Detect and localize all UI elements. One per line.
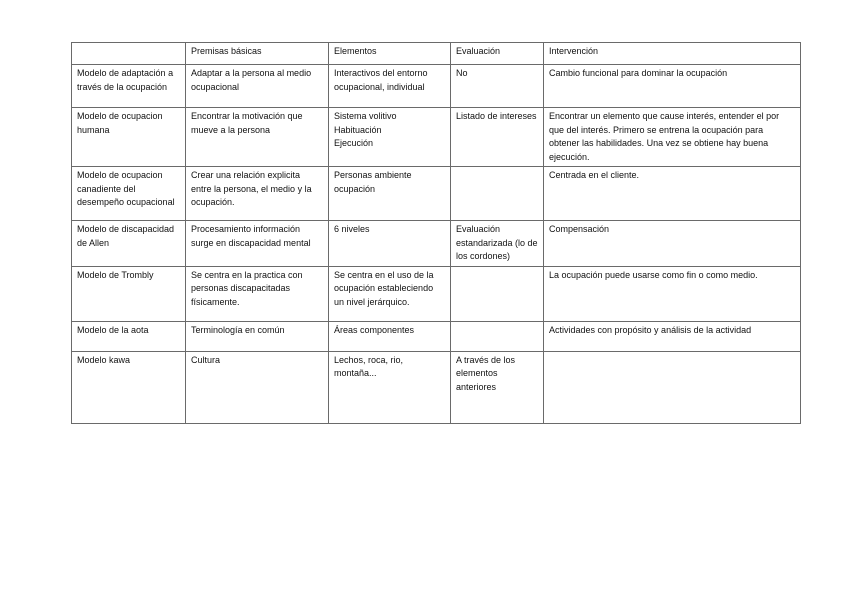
cell-modelo: Modelo de ocupacion canadiente del desempeño ocupacional <box>72 167 186 221</box>
cell-intervencion: Compensación <box>544 221 801 267</box>
cell-intervencion: Actividades con propósito y análisis de la actividad <box>544 321 801 351</box>
cell-evaluacion <box>451 266 544 321</box>
cell-modelo: Modelo de discapacidad de Allen <box>72 221 186 267</box>
table-header-row <box>72 43 801 65</box>
header-cell-elementos: Elementos <box>329 43 451 65</box>
cell-premisas: Cultura <box>186 351 329 423</box>
cell-evaluacion: A través de los elementos anteriores <box>451 351 544 423</box>
header-cell-intervencion: Intervención <box>544 43 801 65</box>
cell-elementos <box>329 351 451 423</box>
elemento-line: Lechos, roca, rio, montaña... <box>334 354 404 378</box>
cell-elementos <box>329 266 451 321</box>
cell-modelo: Modelo kawa <box>72 351 186 423</box>
table-row <box>72 351 801 423</box>
table-row <box>72 321 801 351</box>
elemento-line: Interactivos del entorno ocupacional, individual <box>334 68 428 92</box>
table-row <box>72 108 801 167</box>
elemento-line: Se centra en el uso de la ocupación estableciendo un nivel jerárquico. <box>334 269 434 307</box>
cell-modelo: Modelo de Trombly <box>72 266 186 321</box>
elemento-line: Personas ambiente ocupación <box>334 170 412 194</box>
elemento-line: Ejecución <box>334 138 374 148</box>
cell-evaluacion: No <box>451 65 544 108</box>
cell-evaluacion <box>451 167 544 221</box>
cell-premisas: Encontrar la motivación que mueve a la persona <box>186 108 329 167</box>
elemento-line: Sistema volitivo <box>334 111 397 121</box>
cell-evaluacion <box>451 321 544 351</box>
cell-premisas: Procesamiento información surge en discapacidad mental <box>186 221 329 267</box>
table-row <box>72 167 801 221</box>
cell-premisas: Terminología en común <box>186 321 329 351</box>
cell-elementos <box>329 221 451 267</box>
cell-elementos <box>329 321 451 351</box>
cell-intervencion: Encontrar un elemento que cause interés, entender el por que del interés. Primero se entrena la ocupación para obtener las habilidades. Una vez se obtiene hay buena ejecución. <box>544 108 801 167</box>
table-row <box>72 266 801 321</box>
table-row <box>72 65 801 108</box>
header-cell-evaluacion: Evaluación <box>451 43 544 65</box>
cell-evaluacion: Evaluación estandarizada (lo de los cordones) <box>451 221 544 267</box>
cell-intervencion <box>544 351 801 423</box>
models-comparison-table <box>71 42 801 424</box>
cell-elementos <box>329 108 451 167</box>
table-row <box>72 221 801 267</box>
cell-modelo: Modelo de la aota <box>72 321 186 351</box>
cell-elementos <box>329 65 451 108</box>
cell-modelo: Modelo de ocupacion humana <box>72 108 186 167</box>
cell-premisas: Adaptar a la persona al medio ocupacional <box>186 65 329 108</box>
cell-modelo: Modelo de adaptación a través de la ocupación <box>72 65 186 108</box>
cell-intervencion: La ocupación puede usarse como fin o como medio. <box>544 266 801 321</box>
cell-premisas: Crear una relación explicita entre la persona, el medio y la ocupación. <box>186 167 329 221</box>
cell-intervencion: Centrada en el cliente. <box>544 167 801 221</box>
elemento-line: 6 niveles <box>334 224 370 234</box>
cell-evaluacion: Listado de intereses <box>451 108 544 167</box>
header-cell-empty <box>72 43 186 65</box>
header-cell-premisas: Premisas básicas <box>186 43 329 65</box>
elemento-line: Áreas componentes <box>334 324 415 335</box>
elemento-line: Habituación <box>334 124 382 135</box>
cell-elementos <box>329 167 451 221</box>
cell-premisas: Se centra en la practica con personas discapacitadas físicamente. <box>186 266 329 321</box>
cell-intervencion: Cambio funcional para dominar la ocupación <box>544 65 801 108</box>
